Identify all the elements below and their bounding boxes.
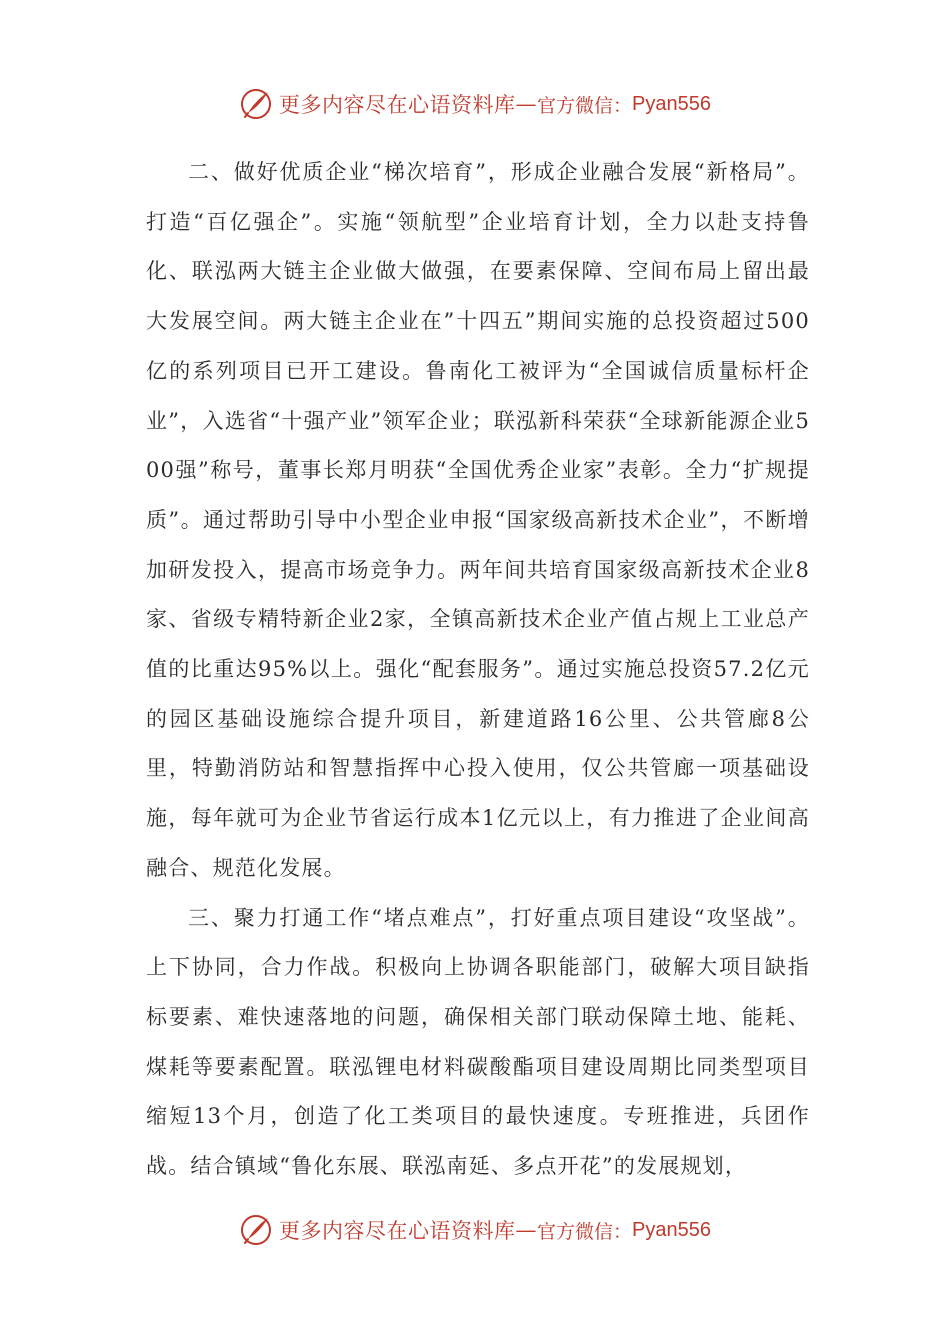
document-body <box>146 148 810 1192</box>
paragraph-2: 二、做好优质企业“梯次培育”，形成企业融合发展“新格局”。打造“百亿强企”。实施“领航型”企业培育计划，全力以赴支持鲁化、联泓两大链主企业做大做强，在要素保障、空间布局上留出最大发展空间。两大链主企业在”十四五”期间实施的总投资超过500亿的系列项目已开工建设。鲁南化工被评为“全国诚信质量标杆企业”，入选省“十强产业”领军企业；联泓新科荣获“全球新能源企业500强”称号，董事长郑月明获“全国优秀企业家”表彰。全力“扩规提质”。通过帮助引导中小型企业申报“国家级高新技术企业”，不断增加研发投入，提高市场竞争力。两年间共培育国家级高新技术企业8家、省级专精特新企业2家，全镇高新技术企业产值占规上工业总产值的比重达95%以上。强化“配套服务”。通过实施总投资57.2亿元的园区基础设施综合提升项目，新建道路16公里、公共管廊8公里，特勤消防站和智慧指挥中心投入使用，仅公共管廊一项基础设施，每年就可为企业节省运行成本1亿元以上，有力推进了企业间高融合、规范化发展。 <box>146 160 810 880</box>
banner-brand-text: 更多内容尽在心语资料库 <box>279 93 516 117</box>
banner-wechat-label: 官方微信： <box>537 1220 633 1243</box>
feather-pen-logo-icon <box>239 1213 273 1247</box>
footer-banner <box>0 1210 950 1250</box>
feather-pen-logo-icon <box>239 87 273 121</box>
banner-account: Pyan556 <box>632 92 711 115</box>
banner-brand-text: 更多内容尽在心语资料库 <box>279 1219 516 1243</box>
paragraph-3: 三、聚力打通工作“堵点难点”，打好重点项目建设“攻坚战”。上下协同，合力作战。积极向上协调各职能部门，破解大项目缺指标要素、难快速落地的问题，确保相关部门联动保障土地、能耗、煤耗等要素配置。联泓锂电材料碳酸酯项目建设周期比同类型项目缩短13个月，创造了化工类项目的最快速度。专班推进，兵团作战。结合镇域“鲁化东展、联泓南延、多点开花”的发展规划， <box>146 905 810 1179</box>
banner-account: Pyan556 <box>632 1218 711 1241</box>
banner-wechat-label: 官方微信： <box>537 94 633 117</box>
header-banner <box>0 84 950 124</box>
banner-separator: — <box>515 1218 537 1242</box>
banner-separator: — <box>515 92 537 116</box>
